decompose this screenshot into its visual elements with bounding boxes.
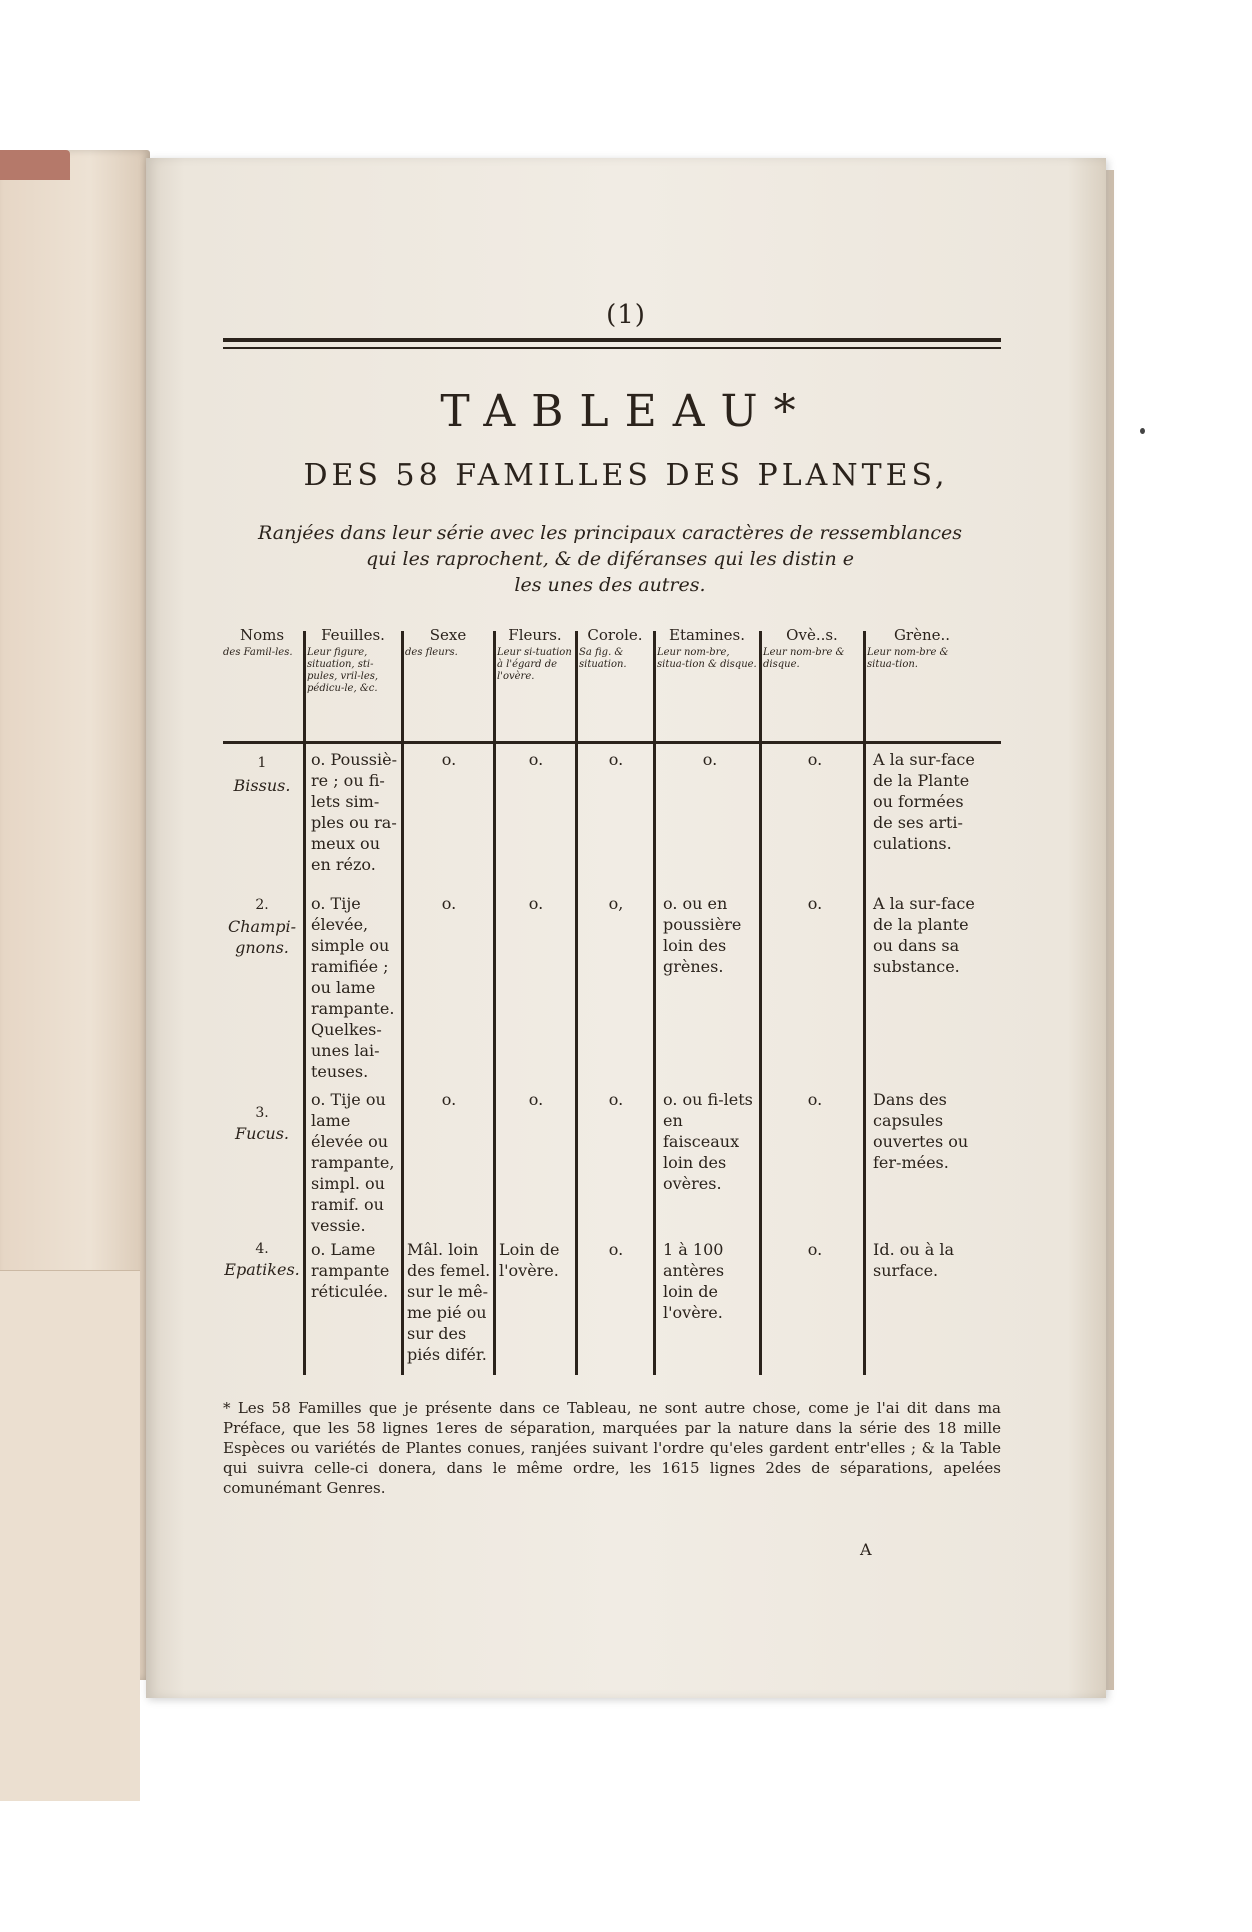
header-etamines: [657, 625, 757, 671]
header-main: Grène..: [893, 626, 951, 644]
header-sub: des Famil-les.: [223, 647, 293, 658]
header-sub: Leur nom-bre & situa-tion.: [867, 647, 949, 670]
header-rule-thin: [223, 347, 1001, 349]
cell-grenes: Dans des capsules ouvertes ou fer-mées.: [873, 1090, 969, 1172]
column-divider: [303, 631, 306, 1375]
header-grenes: [867, 625, 977, 671]
family-number: 3.: [255, 1105, 269, 1121]
cell-sexe: o.: [441, 750, 457, 769]
cell-sexe: Mâl. loin des femel. sur le mê-me pié ou sur des piés difér.: [407, 1240, 491, 1364]
header-main: Fleurs.: [508, 626, 562, 644]
header-main: Etamines.: [669, 626, 745, 644]
column-divider: [575, 631, 578, 1375]
folded-leaf: [0, 1270, 140, 1801]
signature-mark: A: [860, 1540, 872, 1559]
previous-page: [0, 150, 150, 1680]
cell-etamines: o. ou fi-lets en faisceaux loin des ovères.: [663, 1090, 753, 1193]
header-sub: Leur nom-bre, situa-tion & disque.: [657, 647, 757, 670]
cell-corole: o.: [608, 1240, 624, 1259]
families-table: [223, 625, 1001, 1375]
column-divider: [493, 631, 496, 1375]
subtitle-line: les unes des autres.: [514, 574, 706, 596]
header-sub: Leur nom-bre & disque.: [763, 647, 845, 670]
header-rule-thick: [223, 338, 1001, 342]
page-number: (1): [606, 300, 646, 330]
header-overes: [763, 625, 861, 671]
header-sub: Leur figure, situation, sti-pules, vril-les, pédicu-le, &c.: [307, 647, 379, 694]
family-number: 1: [257, 755, 267, 771]
cell-feuilles: o. Tije ou lame élevée ou rampante, simpl. ou ramif. ou vessie.: [311, 1090, 395, 1235]
header-main: Corole.: [587, 626, 643, 644]
cell-etamines: 1 à 100 antères loin de l'ovère.: [663, 1240, 725, 1322]
column-divider: [759, 631, 762, 1375]
header-sub: des fleurs.: [405, 647, 458, 658]
cell-corole: o,: [608, 894, 624, 913]
column-divider: [653, 631, 656, 1375]
cell-corole: o.: [608, 1090, 624, 1109]
cell-etamines: o.: [702, 750, 718, 769]
header-noms: [223, 625, 301, 659]
cell-fleurs: o.: [528, 894, 544, 913]
cell-fleurs: Loin de l'ovère.: [499, 1240, 560, 1280]
header-sexe: [405, 625, 491, 659]
header-sub: Sa fig. & situation.: [579, 647, 627, 670]
page-title: TABLEAU*: [440, 386, 812, 437]
subtitle-line: qui les raprochent, & de diféranses qui les distin e: [366, 548, 854, 570]
cell-sexe: o.: [441, 1090, 457, 1109]
table-header-rule: [223, 741, 1001, 744]
header-main: Feuilles.: [321, 626, 385, 644]
cell-fleurs: o.: [528, 1090, 544, 1109]
cell-overes: o.: [807, 1090, 823, 1109]
header-sub: Leur si-tuation à l'égard de l'ovère.: [497, 647, 572, 682]
cell-overes: o.: [807, 750, 823, 769]
family-name: Fucus.: [235, 1124, 289, 1143]
column-divider: [401, 631, 404, 1375]
family-number: 2.: [255, 897, 269, 913]
subtitle-line: Ranjées dans leur série avec les principaux caractères de ressemblances: [258, 522, 962, 544]
cell-overes: o.: [807, 894, 823, 913]
cell-overes: o.: [807, 1240, 823, 1259]
header-corole: [579, 625, 651, 671]
cell-grenes: Id. ou à la surface.: [873, 1240, 955, 1280]
cell-etamines: o. ou en poussière loin des grènes.: [663, 894, 742, 976]
binding-tab: [0, 150, 70, 180]
cell-feuilles: o. Poussiè-re ; ou fi-lets sim-ples ou ra-meux ou en rézo.: [311, 750, 397, 874]
family-number: 4.: [255, 1241, 269, 1257]
column-divider: [863, 631, 866, 1375]
family-name: Bissus.: [233, 776, 291, 795]
header-main: Sexe: [429, 626, 467, 644]
subtitle-italic: [210, 520, 1010, 598]
cell-grenes: A la sur-face de la plante ou dans sa substance.: [873, 894, 975, 976]
family-name: Champi-gnons.: [227, 917, 297, 957]
header-feuilles: [307, 625, 399, 695]
header-fleurs: [497, 625, 573, 683]
cell-fleurs: o.: [528, 750, 544, 769]
header-main: Ovè..s.: [786, 626, 838, 644]
cell-grenes: A la sur-face de la Plante ou formées de ses arti-culations.: [873, 750, 975, 853]
cell-feuilles: o. Lame rampante réticulée.: [311, 1240, 390, 1301]
cell-sexe: o.: [441, 894, 457, 913]
family-name: Epatikes.: [224, 1260, 300, 1279]
footnote: * Les 58 Familles que je présente dans ce Tableau, ne sont autre chose, come je l'ai dit dans ma Préface, que les 58 lignes 1eres de séparation, marquées par la nature dans la série des 18 mille Espèces ou variétés de Plantes conues, ranjées suivant l'ordre qu'eles gardent entr'elles ; & la Table qui suivra celle-ci donera, dans le même ordre, les 1615 lignes 2des de séparations, apelées comunémant Genres.: [223, 1399, 1001, 1497]
cell-feuilles: o. Tije élevée, simple ou ramifiée ; ou lame rampante. Quelkes-unes lai-teuses.: [311, 894, 395, 1081]
cell-corole: o.: [608, 750, 624, 769]
header-main: Noms: [239, 626, 285, 644]
page-subtitle-caps: DES 58 FAMILLES DES PLANTES,: [303, 458, 949, 493]
